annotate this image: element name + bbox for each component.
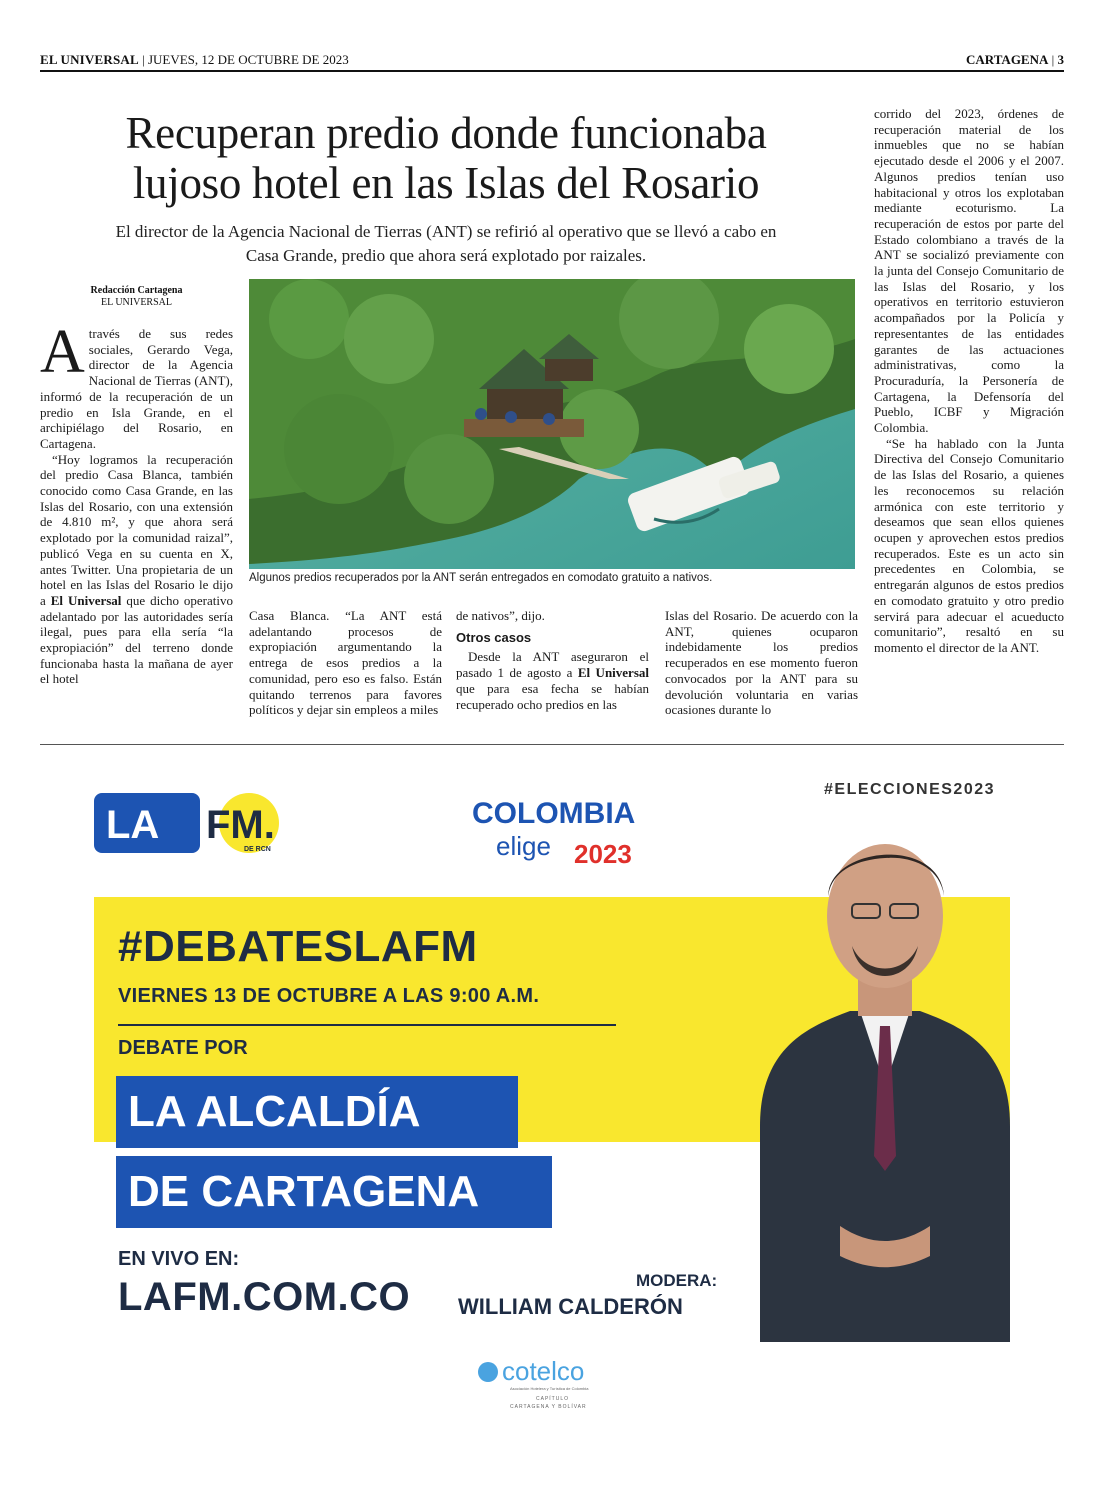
elige-text: elige xyxy=(496,831,551,861)
masthead-left xyxy=(40,52,349,68)
colombia-text: COLOMBIA xyxy=(472,797,636,830)
alcaldia-line-2: DE CARTAGENA xyxy=(116,1156,552,1228)
quote-text: “Hoy logramos la recuperación del predio Casa Blanca, también conocido como Casa Grande, en las Islas del Rosario, con una extensión de 4.810 m², y que ahora será explotado por la comunidad raizal”, publicó Vega en su cuenta en X, antes Twitter. Una propietaria de un hotel en las Islas del Rosario le dijo a xyxy=(40,451,233,608)
subhead-otros-casos: Otros casos xyxy=(456,629,532,645)
cotelco-logo xyxy=(474,1354,634,1414)
article-bottom-rule xyxy=(40,744,1064,745)
photo-caption: Algunos predios recuperados por la ANT serán entregados en comodato gratuito a nativos. xyxy=(249,572,713,584)
cotelco-sub-3: CARTAGENA Y BOLÍVAR xyxy=(510,1404,587,1410)
deck-line-1: El director de la Agencia Nacional de Tierras (ANT) se refirió al operativo que se llevó a cabo en xyxy=(115,222,777,241)
modera-label: MODERA: xyxy=(636,1271,718,1290)
page-number: 3 xyxy=(1057,52,1064,67)
debate-date: VIERNES 13 DE OCTUBRE A LAS 9:00 A.M. xyxy=(118,985,540,1007)
issue-date: JUEVES, 12 DE OCTUBRE DE 2023 xyxy=(147,52,349,67)
cotelco-text: cotelco xyxy=(502,1356,585,1386)
lafm-url[interactable]: LAFM.COM.CO xyxy=(118,1275,411,1319)
paper-ref: El Universal xyxy=(50,592,122,608)
debate-hashtag: #DEBATESLAFM xyxy=(118,922,478,971)
header-separator-right: | xyxy=(1051,52,1055,67)
dropcap: A xyxy=(40,318,85,386)
article-headline xyxy=(40,108,852,208)
column-2-text: Casa Blanca. “La ANT está adelantando procesos de expropiación argumentando la entrega de esos predios a la comunidad, pero eso es falso. Están quitando terrenos para favores políticos y dejar sin empleos a miles xyxy=(249,608,442,718)
article-column-2 xyxy=(249,608,442,718)
lafm-logo xyxy=(94,793,294,853)
lafm-logo-sub: DE RCN xyxy=(244,846,271,853)
paper-ref-2: El Universal xyxy=(577,665,649,681)
column-4-text: Islas del Rosario. De acuerdo con la ANT, quienes ocuparon indebidamente los predios recuperados en ese momento fueron convocados por la ANT para su devolución voluntaria en varias ocasiones durante lo xyxy=(665,608,858,718)
elecciones-hashtag: #ELECCIONES2023 xyxy=(824,781,996,798)
running-head xyxy=(40,52,1064,72)
year-text: 2023 xyxy=(574,839,632,869)
colombia-elige-logo xyxy=(466,793,696,873)
column-5-paragraph-1: corrido del 2023, órdenes de recuperación material de los inmuebles que no se habían ejecutado desde el 2006 y el 2007. Algunos predios tenían uso habitacional y otros los explotaban mediante ecoturismo. La recuperación de estos por parte del Estado colombiano a través de la ANT se socializó previamente con la junta del Consejo Comunitario de las Islas del Rosario, y los operativos en territorio estuvieron acompañados por la Policía y representantes de las entidades garantes de las actuaciones administrativas, como la Procuraduría, la Personería de Cartagena, la Defensoría del Pueblo, ICBF y Migración Colombia. xyxy=(874,106,1064,436)
debate-por: DEBATE POR xyxy=(118,1037,248,1059)
cotelco-sub-1: Asociación Hotelera y Turística de Colombia xyxy=(510,1386,589,1391)
moderator-photo xyxy=(740,826,1030,1342)
article-column-5 xyxy=(874,106,1064,656)
en-vivo-label: EN VIVO EN: xyxy=(118,1248,240,1270)
article-column-4 xyxy=(665,608,858,718)
byline-org: EL UNIVERSAL xyxy=(100,297,172,308)
column-3-start: de nativos”, dijo. xyxy=(456,608,545,623)
lead-text: través de sus redes sociales, Gerardo Vega, director de la Agencia Nacional de Tierras (ANT), informó de la recuperación de un predio en Isla Grande, en el archipiélago del Rosario, en Cartagena. xyxy=(40,326,233,451)
masthead-right xyxy=(966,52,1064,68)
header-separator: | xyxy=(142,52,145,67)
article-column-1 xyxy=(40,318,233,687)
alcaldia-line-1: LA ALCALDÍA xyxy=(116,1076,518,1148)
article-deck xyxy=(60,220,832,268)
quote-text-end: que dicho operativo adelantado por las autoridades sería ilegal, pues para ella sería “la expropiación” del terreno donde funcionaba hasta la mañana de ayer el hotel xyxy=(40,592,233,687)
paper-name: EL UNIVERSAL xyxy=(40,52,139,67)
section-name: CARTAGENA xyxy=(966,52,1049,67)
column-5-paragraph-2: “Se ha hablado con la Junta Directiva del Consejo Comunitario de las Islas del Rosario, a quienes les reconocemos su relación armónica con este territorio y deseamos que sean ellos quienes ocupen y aprovechen estos predios recuperados. Este es un acto sin precedentes en Colombia, se entregarán algunos de estos predios en comodato gratuito y otro predio servirá para adecuar el acueducto comunitario”, resaltó en su momento el director de la ANT. xyxy=(874,435,1064,655)
moderator-name: WILLIAM CALDERÓN xyxy=(458,1294,683,1319)
byline-name: Redacción Cartagena xyxy=(90,285,183,296)
article-column-3 xyxy=(456,608,649,712)
article-photo xyxy=(249,279,855,569)
ad-divider xyxy=(118,1024,616,1026)
column-3-body-end: que para esa fecha se habían recuperado ocho predios en las xyxy=(456,680,649,712)
cotelco-sub-2: CAPÍTULO xyxy=(536,1396,570,1402)
paragraph-lead xyxy=(40,318,233,452)
lafm-logo-text-left: LA xyxy=(106,803,160,847)
headline-line-1: Recuperan predio donde funcionaba xyxy=(125,108,767,158)
headline-line-2: lujoso hotel en las Islas del Rosario xyxy=(132,158,760,208)
aerial-island-hotel-photo xyxy=(249,279,855,569)
byline xyxy=(40,285,233,309)
lafm-logo-text-right: FM. xyxy=(206,803,275,847)
column-3-body-text: Desde la ANT aseguraron el pasado 1 de agosto a xyxy=(456,649,649,681)
deck-line-2: Casa Grande, predio que ahora será explotado por raizales. xyxy=(245,246,647,265)
column-3-body xyxy=(456,649,649,712)
paragraph-quote xyxy=(40,452,233,688)
